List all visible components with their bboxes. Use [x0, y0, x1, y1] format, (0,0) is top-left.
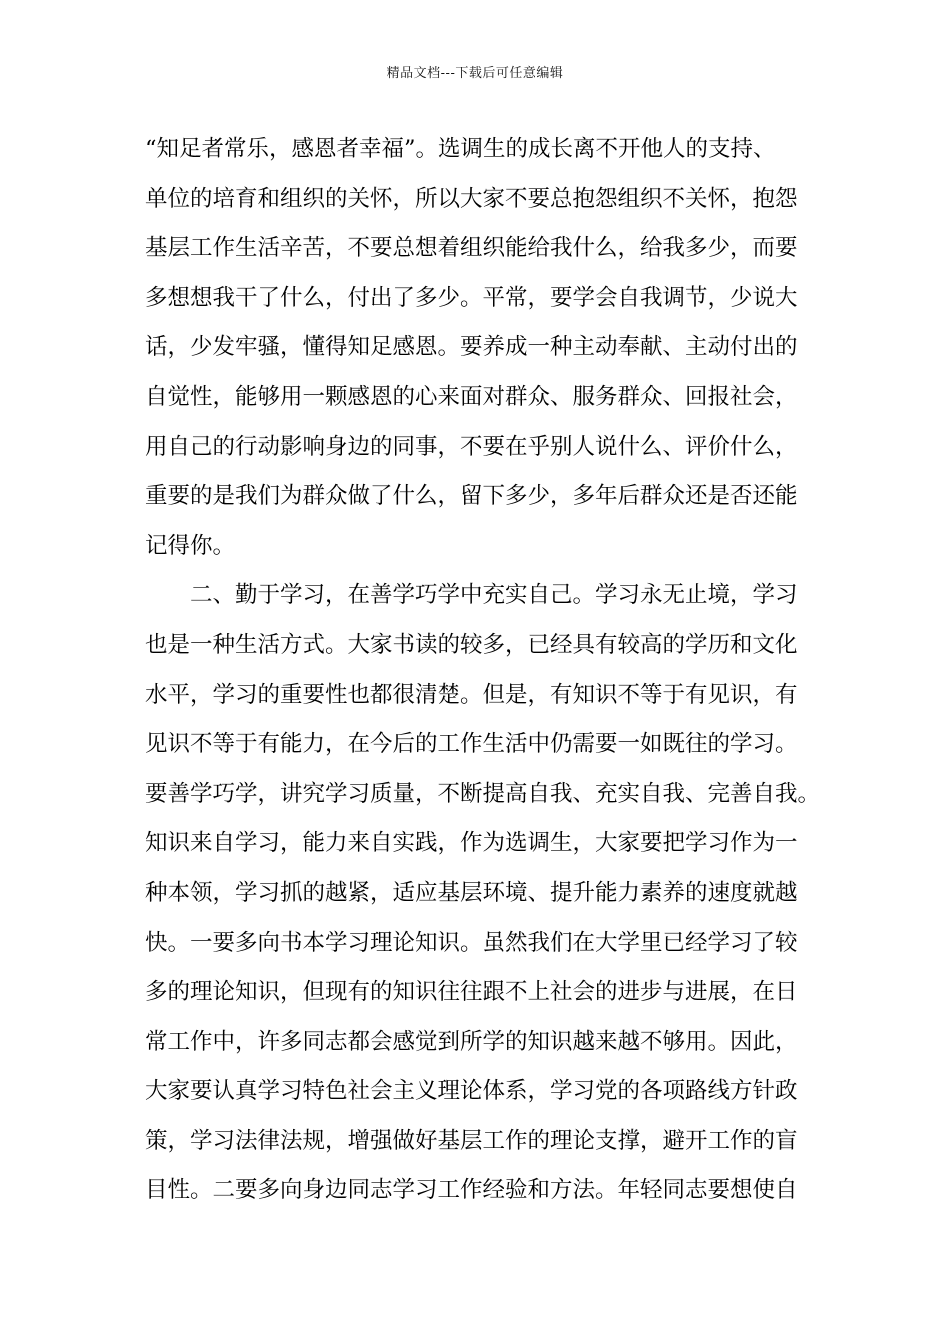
text-line: 记得你。: [145, 532, 236, 559]
text-line: 常工作中，许多同志都会感觉到所学的知识越来越不够用。因此，: [145, 1028, 798, 1055]
text-line: 多的理论知识，但现有的知识往往跟不上社会的进步与进展，在日: [145, 979, 798, 1006]
text-line: 用自己的行动影响身边的同事，不要在乎别人说什么、评价什么，: [145, 433, 798, 460]
text-line: “知足者常乐，感恩者幸福”。选调生的成长离不开他人的支持、: [145, 136, 776, 162]
text-line: 重要的是我们为群众做了什么，留下多少，多年后群众还是否还能: [145, 483, 798, 510]
text-line: 策，学习法律法规，增强做好基层工作的理论支撑，避开工作的盲: [145, 1127, 798, 1154]
text-line: 大家要认真学习特色社会主义理论体系，学习党的各项路线方针政: [145, 1078, 798, 1105]
text-line: 种本领，学习抓的越紧，适应基层环境、提升能力素养的速度就越: [145, 879, 798, 906]
text-line: 水平，学习的重要性也都很清楚。但是，有知识不等于有见识，有: [145, 681, 798, 708]
text-line: 多想想我干了什么，付出了多少。平常，要学会自我调节，少说大: [145, 284, 798, 311]
text-line: 自觉性，能够用一颗感恩的心来面对群众、服务群众、回报社会，: [145, 383, 798, 410]
text-line: 见识不等于有能力，在今后的工作生活中仍需要一如既往的学习。: [145, 731, 798, 758]
text-line: 知识来自学习，能力来自实践，作为选调生，大家要把学习作为一: [145, 830, 798, 857]
text-line: 快。一要多向书本学习理论知识。虽然我们在大学里已经学习了较: [145, 929, 798, 956]
section-heading-line: 二、勤于学习，在善学巧学中充实自己。学习永无止境，学习: [190, 582, 798, 609]
text-line: 单位的培育和组织的关怀，所以大家不要总抱怨组织不关怀，抱怨: [145, 185, 798, 212]
text-line: 目性。二要多向身边同志学习工作经验和方法。年轻同志要想使自: [145, 1177, 798, 1204]
text-line: 要善学巧学，讲究学习质量，不断提高自我、充实自我、完善自我。: [145, 780, 821, 807]
text-line: 也是一种生活方式。大家书读的较多，已经具有较高的学历和文化: [145, 631, 798, 658]
text-line: 基层工作生活辛苦，不要总想着组织能给我什么，给我多少，而要: [145, 235, 798, 262]
page-header: 精品文档---下载后可任意编辑: [386, 66, 564, 81]
text-line: 话，少发牢骚，懂得知足感恩。要养成一种主动奉献、主动付出的: [145, 334, 798, 361]
document-body: [145, 125, 825, 1216]
